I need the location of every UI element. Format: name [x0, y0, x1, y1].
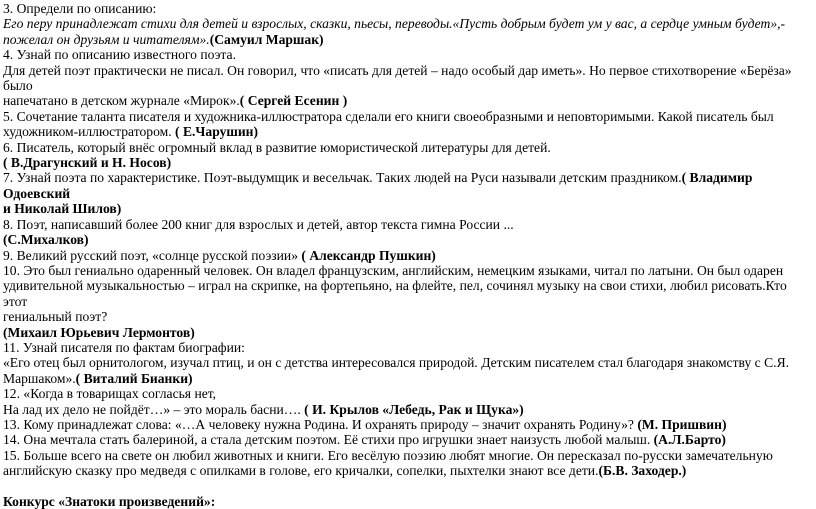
question-3-title-text: 3. Определи по описанию: — [3, 1, 157, 16]
question-4-text-1: Для детей поэт практически не писал. Он говорил, что «писать для детей – надо особый дар иметь». Но первое стихотворение «Берёза» было — [3, 62, 792, 94]
question-10-answer-line — [3, 325, 811, 340]
document-page — [3, 1, 811, 509]
question-10-answer: (Михаил Юрьевич Лермонтов) — [3, 324, 195, 340]
question-15-text-2: английскую сказку про медведя с опилками в голове, его кричалки, сопелки, пыхтелки знают все дети. — [3, 463, 599, 479]
question-10-line-3 — [3, 309, 811, 324]
question-12-text-1: 12. «Когда в товарищах согласья нет, — [3, 386, 217, 402]
question-5-text-1: 5. Сочетание таланта писателя и художника-иллюстратора сделали его книги своеобразными и неповторимыми. Какой писатель был — [3, 108, 774, 124]
question-4-text-2: напечатано в детском журнале «Мирок». — [3, 93, 240, 109]
question-14-answer: (А.Л.Барто) — [653, 432, 726, 448]
question-15-line-2 — [3, 463, 811, 478]
question-3-quote-end — [3, 32, 811, 47]
question-10-line-2 — [3, 278, 811, 309]
question-12-line-1 — [3, 386, 811, 401]
question-9-line — [3, 248, 811, 263]
question-3-answer: (Самуил Маршак) — [209, 31, 324, 47]
question-7-answer-part-2: и Николай Шилов) — [3, 201, 122, 217]
question-4-line-2 — [3, 93, 811, 108]
question-15-line-1 — [3, 448, 811, 463]
question-5-line-2 — [3, 124, 811, 139]
question-14-text: 14. Она мечтала стать балериной, а стала детским поэтом. Её стихи про игрушки знает наизусть любой малыш. — [3, 432, 654, 448]
question-10-text-3: гениальный поэт? — [3, 309, 108, 325]
question-3-quote-end-text: пожелал он друзьям и читателям». — [3, 31, 210, 47]
question-7-text: 7. Узнай поэта по характеристике. Поэт-выдумщик и весельчак. Таких людей на Руси называли детским праздником. — [3, 170, 682, 186]
question-9-answer: ( Александр Пушкин) — [301, 247, 436, 263]
question-11-line-1 — [3, 355, 811, 370]
question-9-text: 9. Великий русский поэт, «солнце русской поэзии» — [3, 247, 302, 263]
question-4-title — [3, 47, 811, 62]
question-8-text: 8. Поэт, написавший более 200 книг для взрослых и детей, автор текста гимна России ... — [3, 216, 514, 232]
question-8-answer-line — [3, 232, 811, 247]
question-6-answer-line — [3, 155, 811, 170]
question-3-title — [3, 1, 811, 16]
question-8-line — [3, 217, 811, 232]
question-12-answer: ( И. Крылов «Лебедь, Рак и Щука») — [304, 401, 524, 417]
question-11-answer: ( Виталий Бианки) — [75, 370, 193, 386]
question-12-text-2: На лад их дело не пойдёт…» – это мораль басни…. — [3, 401, 305, 417]
question-7-answer-line — [3, 201, 811, 216]
question-15-text-1: 15. Больше всего на свете он любил животных и книги. Его весёлую поэзию любят многие. Он пересказал по-русски замечательную — [3, 447, 773, 463]
question-3-quote — [3, 16, 811, 31]
question-10-text-1: 10. Это был гениально одаренный человек. Он владел французским, английским, немецким языками, читал по латыни. Он был одарен — [3, 262, 784, 278]
contest-heading: Конкурс «Знатоки произведений»: — [3, 493, 216, 509]
question-10-line-1 — [3, 263, 811, 278]
question-4-answer: ( Сергей Есенин ) — [239, 93, 348, 109]
question-3-quote-text: Его перу принадлежат стихи для детей и взрослых, сказки, пьесы, переводы.«Пусть добрым будет ум у вас, а сердце умным будет»,- — [3, 16, 786, 32]
question-8-answer: (С.Михалков) — [3, 232, 89, 248]
question-11-text-2: Маршаком». — [3, 370, 76, 386]
question-6-answer: ( В.Драгунский и Н. Носов) — [3, 155, 172, 171]
question-4-title-text: 4. Узнай по описанию известного поэта. — [3, 47, 236, 63]
question-6-text: 6. Писатель, который внёс огромный вклад в развитие юмористической литературы для детей. — [3, 139, 551, 155]
question-13-text: 13. Кому принадлежат слова: «…А человеку нужна Родина. И охранять природу – значит охранять Родину»? — [3, 416, 638, 432]
question-11-title — [3, 340, 811, 355]
question-5-line-1 — [3, 109, 811, 124]
blank-line — [3, 479, 811, 494]
question-11-line-2 — [3, 371, 811, 386]
question-12-line-2 — [3, 402, 811, 417]
question-6-line — [3, 140, 811, 155]
question-14-line — [3, 432, 811, 447]
question-13-line — [3, 417, 811, 432]
question-11-title-text: 11. Узнай писателя по фактам биографии: — [3, 339, 245, 355]
question-5-text-2: художником-иллюстратором. — [3, 124, 176, 140]
question-11-text-1: «Его отец был орнитологом, изучал птиц, и он с детства интересовался природой. Детским писателем стал благодаря знакомству с С.Я. — [3, 355, 790, 371]
question-7-line — [3, 170, 811, 201]
question-13-answer: (М. Пришвин) — [637, 416, 727, 432]
question-15-answer: (Б.В. Заходер.) — [598, 463, 687, 479]
question-10-text-2: удивительной музыкальностью – играл на скрипке, на фортепьяно, на флейте, пел, сочинял музыку на свои стихи, любил рисовать.Кто этот — [3, 278, 787, 309]
question-7-answer-part-1: ( Владимир Одоевский — [3, 170, 753, 201]
question-4-line-1 — [3, 63, 811, 94]
question-5-answer: ( Е.Чарушин) — [175, 124, 259, 140]
contest-heading-line — [3, 494, 811, 509]
